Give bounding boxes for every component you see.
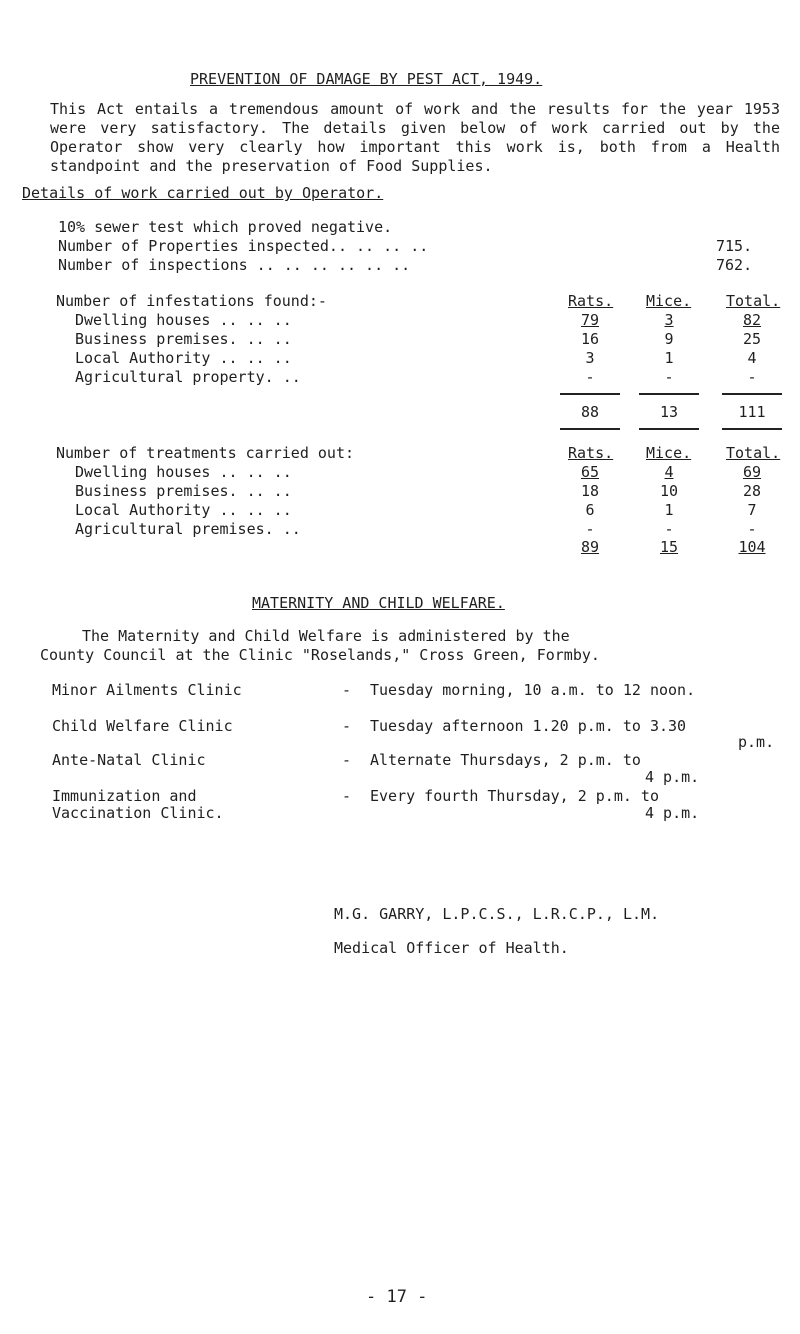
clinic-time: Tuesday morning, 10 a.m. to 12 noon. bbox=[370, 681, 696, 699]
infestations-total-mice: 13 bbox=[659, 403, 679, 421]
treatments-col-total: Total. bbox=[726, 444, 781, 462]
treatments-total-rats: 89 bbox=[580, 538, 600, 556]
mice-bottom-rule bbox=[639, 428, 699, 430]
clinic-name: Minor Ailments Clinic bbox=[52, 681, 242, 699]
row-label: Business premises. .. .. bbox=[75, 330, 292, 348]
row-label: Dwelling houses .. .. .. bbox=[75, 311, 292, 329]
rats-cell: 6 bbox=[585, 501, 595, 519]
infestations-col-total: Total. bbox=[726, 292, 781, 310]
total-cell: - bbox=[747, 368, 757, 386]
clinic-dash: - bbox=[342, 681, 352, 699]
total-cell: 82 bbox=[742, 311, 762, 329]
row-label: Business premises. .. .. bbox=[75, 482, 292, 500]
infestations-total-rats: 88 bbox=[580, 403, 600, 421]
treatments-col-mice: Mice. bbox=[646, 444, 692, 462]
row-label: Dwelling houses .. .. .. bbox=[75, 463, 292, 481]
row-label: Local Authority .. .. .. bbox=[75, 349, 292, 367]
mice-total-rule bbox=[639, 393, 699, 395]
properties-label: Number of Properties inspected.. .. .. .. bbox=[58, 237, 429, 255]
infestations-col-mice: Mice. bbox=[646, 292, 692, 310]
inspections-label: Number of inspections .. .. .. .. .. .. bbox=[58, 256, 411, 274]
mice-cell: 1 bbox=[664, 501, 674, 519]
total-cell: 69 bbox=[742, 463, 762, 481]
properties-value: 715. bbox=[716, 237, 753, 255]
inspections-value: 762. bbox=[716, 256, 753, 274]
clinic-dash: - bbox=[342, 751, 352, 769]
page-title: PREVENTION OF DAMAGE BY PEST ACT, 1949. bbox=[190, 70, 543, 88]
clinic-dash: - bbox=[342, 717, 352, 735]
total-total-rule bbox=[722, 393, 782, 395]
rats-cell: 3 bbox=[585, 349, 595, 367]
row-label: Agricultural property. .. bbox=[75, 368, 301, 386]
clinic-time-cont: 4 p.m. bbox=[645, 804, 700, 822]
clinic-time-cont: p.m. bbox=[738, 733, 775, 751]
mice-cell: - bbox=[664, 520, 674, 538]
row-label: Local Authority .. .. .. bbox=[75, 501, 292, 519]
intro-paragraph: This Act entails a tremendous amount of work and the results for the year 1953 were very satisfactory. The details given below of work carried out by the Operator show very clearly how important this work is, both from a Health standpoint and the preservation of Food Supplies. bbox=[50, 100, 780, 175]
treatments-heading: Number of treatments carried out: bbox=[56, 444, 355, 462]
mice-cell: - bbox=[664, 368, 674, 386]
clinic-time-cont: 4 p.m. bbox=[645, 768, 700, 786]
clinic-name: Child Welfare Clinic bbox=[52, 717, 233, 735]
total-cell: 4 bbox=[747, 349, 757, 367]
infestations-heading: Number of infestations found:- bbox=[56, 292, 327, 310]
mice-cell: 10 bbox=[659, 482, 679, 500]
clinic-time: Every fourth Thursday, 2 p.m. to bbox=[370, 787, 659, 805]
total-bottom-rule bbox=[722, 428, 782, 430]
rats-cell: 65 bbox=[580, 463, 600, 481]
sewer-test-line: 10% sewer test which proved negative. bbox=[58, 218, 393, 236]
mice-cell: 9 bbox=[664, 330, 674, 348]
mice-cell: 4 bbox=[664, 463, 674, 481]
rats-cell: - bbox=[585, 368, 595, 386]
total-cell: 28 bbox=[742, 482, 762, 500]
total-cell: 7 bbox=[747, 501, 757, 519]
infestations-total-all: 111 bbox=[738, 403, 766, 421]
infestations-col-rats: Rats. bbox=[568, 292, 614, 310]
row-label: Agricultural premises. .. bbox=[75, 520, 301, 538]
clinic-time: Tuesday afternoon 1.20 p.m. to 3.30 bbox=[370, 717, 687, 735]
clinic-name-cont: Vaccination Clinic. bbox=[52, 804, 224, 822]
signature-name: M.G. GARRY, L.P.C.S., L.R.C.P., L.M. bbox=[334, 905, 660, 923]
treatments-total-mice: 15 bbox=[659, 538, 679, 556]
rats-cell: 18 bbox=[580, 482, 600, 500]
treatments-total-all: 104 bbox=[738, 538, 766, 556]
clinic-name: Ante-Natal Clinic bbox=[52, 751, 206, 769]
rats-cell: - bbox=[585, 520, 595, 538]
clinic-dash: - bbox=[342, 787, 352, 805]
page-number: - 17 - bbox=[366, 1287, 428, 1307]
mice-cell: 3 bbox=[664, 311, 674, 329]
rats-cell: 79 bbox=[580, 311, 600, 329]
clinic-time: Alternate Thursdays, 2 p.m. to bbox=[370, 751, 641, 769]
details-heading: Details of work carried out by Operator. bbox=[22, 184, 384, 202]
total-cell: - bbox=[747, 520, 757, 538]
maternity-line-2: County Council at the Clinic "Roselands," Cross Green, Formby. bbox=[40, 646, 600, 664]
signature-title: Medical Officer of Health. bbox=[334, 939, 569, 957]
rats-bottom-rule bbox=[560, 428, 620, 430]
maternity-line-1: The Maternity and Child Welfare is administered by the bbox=[82, 627, 570, 645]
maternity-heading: MATERNITY AND CHILD WELFARE. bbox=[252, 594, 505, 612]
rats-total-rule bbox=[560, 393, 620, 395]
mice-cell: 1 bbox=[664, 349, 674, 367]
total-cell: 25 bbox=[742, 330, 762, 348]
rats-cell: 16 bbox=[580, 330, 600, 348]
clinic-name: Immunization and bbox=[52, 787, 197, 805]
treatments-col-rats: Rats. bbox=[568, 444, 614, 462]
